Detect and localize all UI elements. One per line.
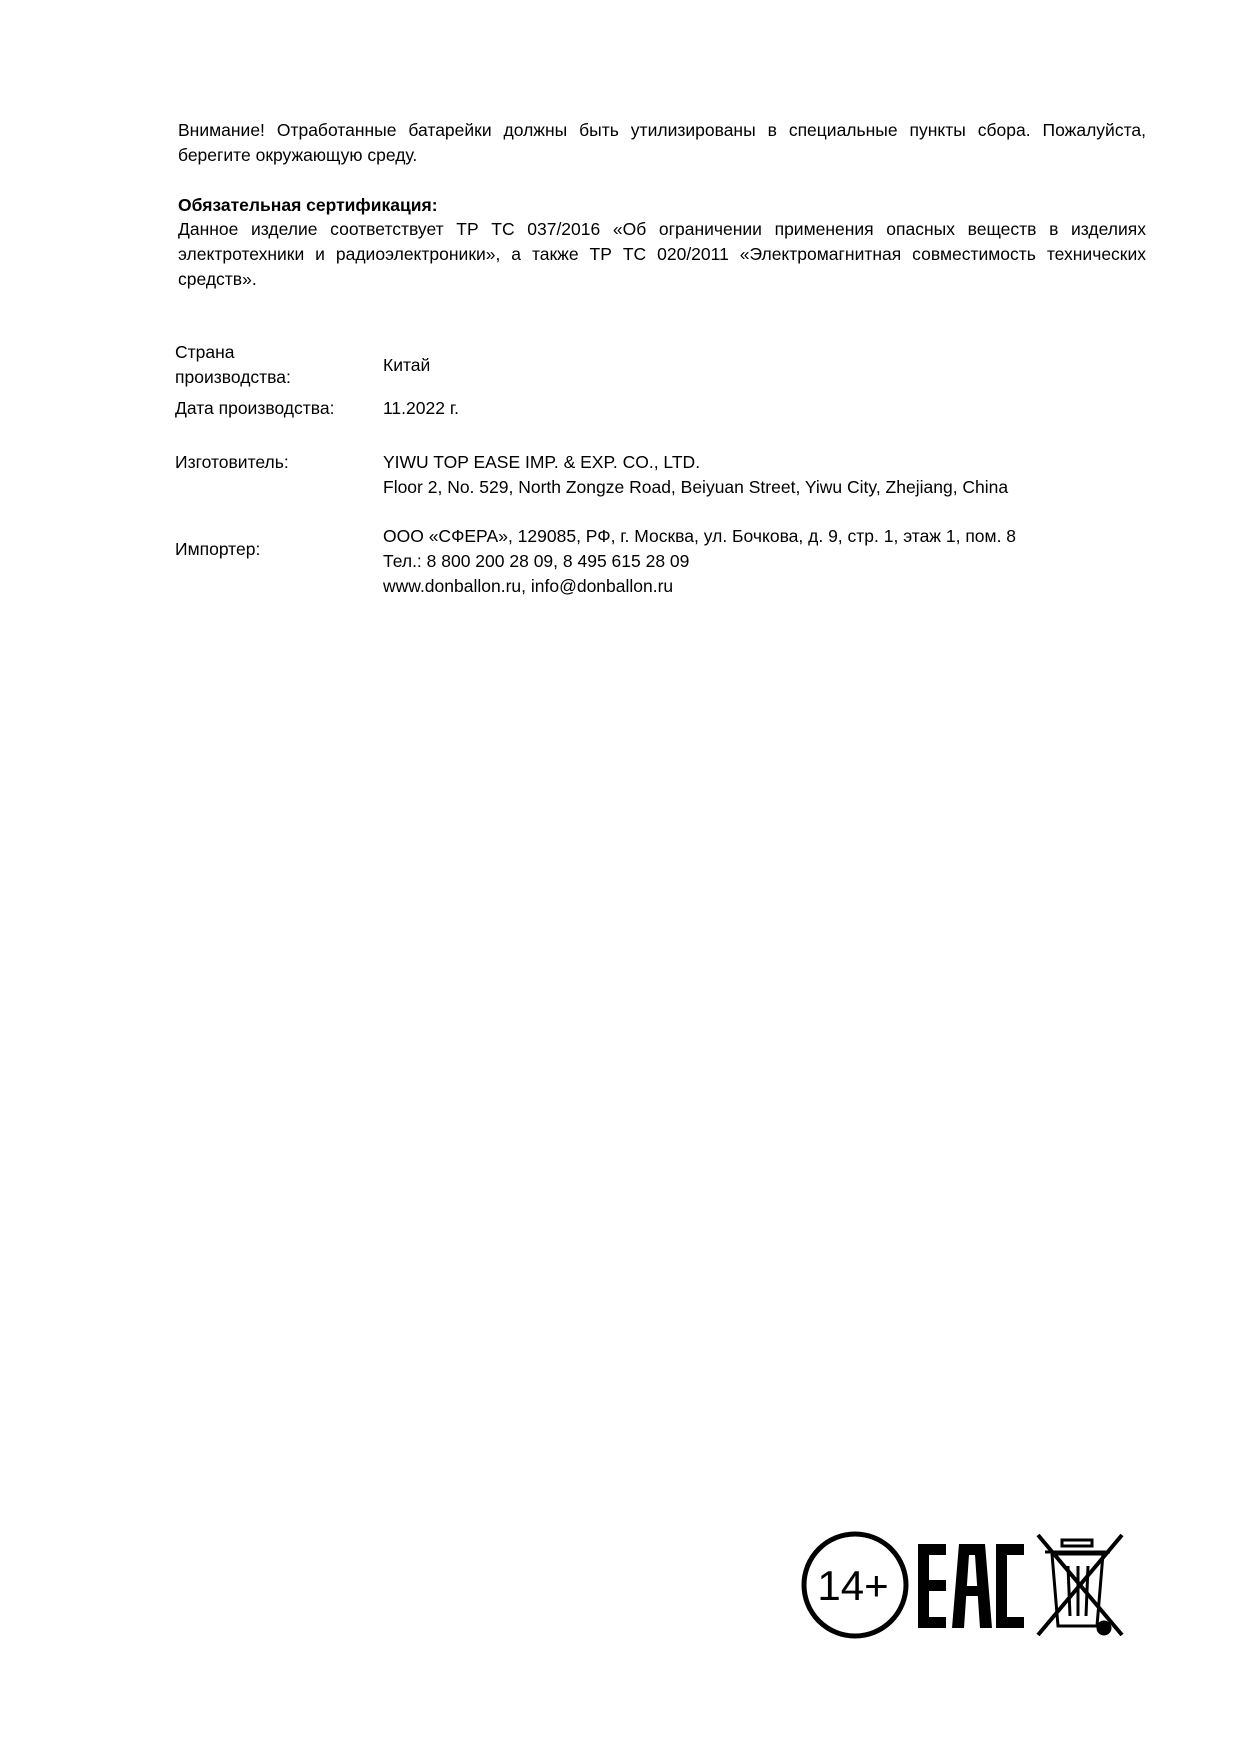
age-rating-text: 14+	[817, 1562, 889, 1609]
importer-address: ООО «СФЕРА», 129085, РФ, г. Москва, ул. Бочкова, д. 9, стр. 1, этаж 1, пом. 8	[383, 526, 1017, 546]
importer-phones: Тел.: 8 800 200 28 09, 8 495 615 28 09	[383, 551, 690, 571]
country-label-line2: производства:	[175, 367, 291, 387]
production-date-label: Дата производства:	[175, 398, 335, 418]
manufacturer-label: Изготовитель:	[175, 452, 289, 472]
importer-label: Импортер:	[175, 539, 261, 559]
certification-heading: Обязательная сертификация:	[178, 195, 438, 215]
country-label-line1: Страна	[175, 342, 235, 362]
manufacturer-name: YIWU TOP EASE IMP. & EXP. CO., LTD.	[383, 452, 701, 472]
country-value: Китай	[383, 355, 431, 375]
certification-marks	[800, 1530, 1160, 1640]
crossed-out-wheelie-bin-icon	[1038, 1535, 1122, 1635]
certification-text: Данное изделие соответствует ТР ТС 037/2016 «Об ограничении применения опасных веществ в изделиях электротехники и радиоэлектроники», а также ТР ТС 020/2011 «Электромагнитная совместимость технических средств».	[178, 219, 1146, 289]
eac-logo	[918, 1544, 1024, 1628]
production-date-value: 11.2022 г.	[383, 398, 459, 418]
importer-contacts: www.donballon.ru, info@donballon.ru	[383, 576, 674, 596]
age-rating-badge	[804, 1534, 906, 1636]
battery-disposal-warning: Внимание! Отработанные батарейки должны быть утилизированы в специальные пункты сбора. Пожалуйста, берегите окружающую среду.	[178, 120, 1146, 165]
manufacturer-address: Floor 2, No. 529, North Zongze Road, Beiyuan Street, Yiwu City, Zhejiang, China	[383, 477, 1009, 497]
